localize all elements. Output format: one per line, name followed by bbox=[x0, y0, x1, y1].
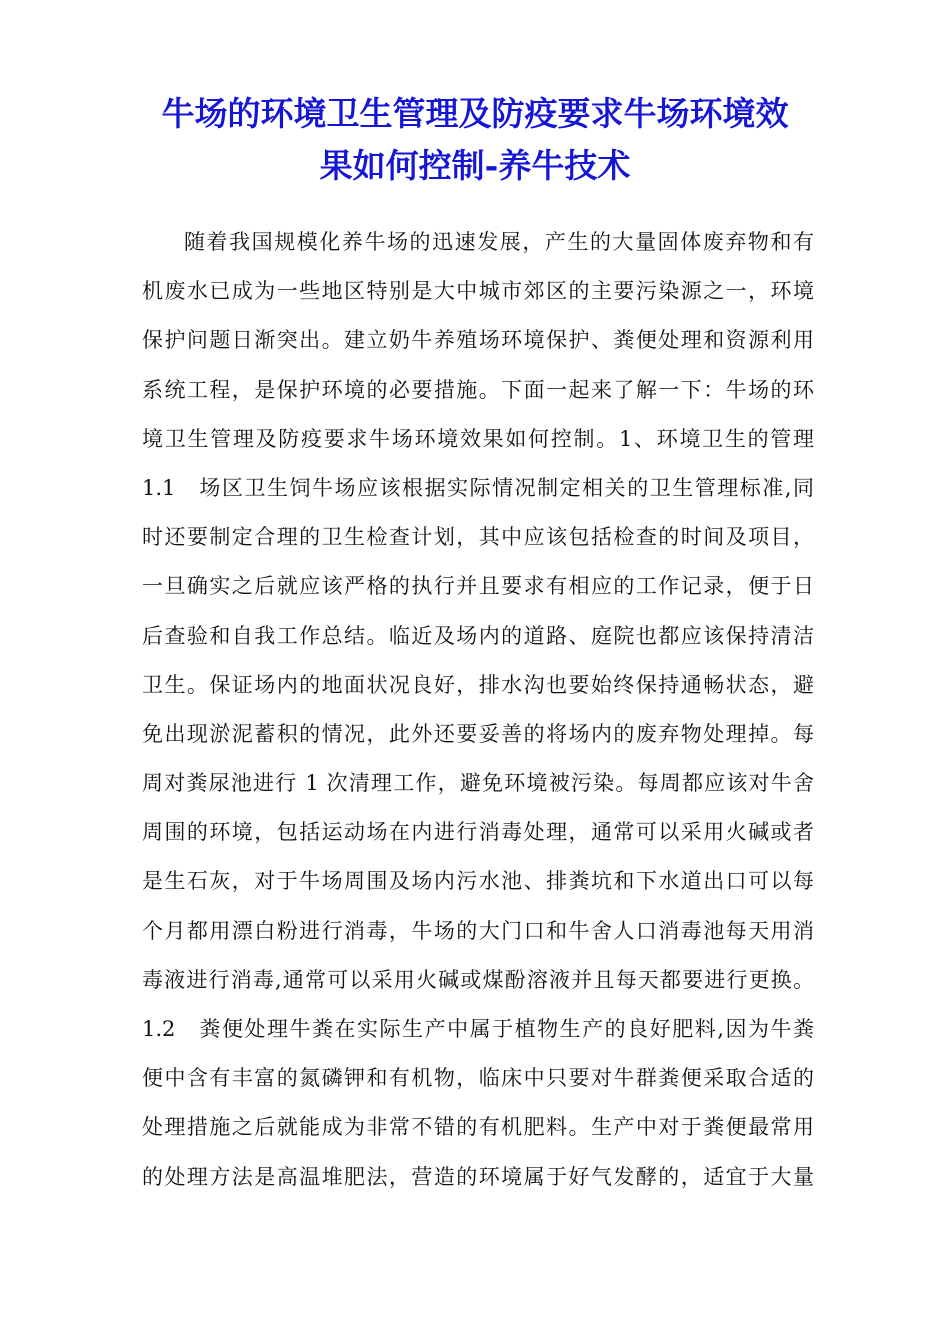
body-line: 毒液进行消毒,通常可以采用火碱或煤酚溶液并且每天都要进行更换。 bbox=[142, 967, 814, 992]
document-title bbox=[120, 88, 830, 192]
body-line: 机废水已成为一些地区特别是大中城市郊区的主要污染源之一，环境 bbox=[142, 279, 814, 304]
body-line: 随着我国规模化养牛场的迅速发展，产生的大量固体废弃物和有 bbox=[184, 230, 814, 254]
body-line: 便中含有丰富的氮磷钾和有机物，临床中只要对牛群粪便采取合适的 bbox=[142, 1066, 814, 1091]
body-line: 境卫生管理及防疫要求牛场环境效果如何控制。1、环境卫生的管理 bbox=[142, 426, 814, 451]
title-line: 果如何控制-养牛技术 bbox=[319, 146, 631, 185]
body-line: 卫生。保证场内的地面状况良好，排水沟也要始终保持通畅状态，避 bbox=[142, 672, 814, 697]
body-line: 周对粪尿池进行 1 次清理工作，避免环境被污染。每周都应该对牛舍 bbox=[142, 771, 814, 796]
body-line: 是生石灰，对于牛场周围及场内污水池、排粪坑和下水道出口可以每 bbox=[142, 869, 814, 894]
body-line: 一旦确实之后就应该严格的执行并且要求有相应的工作记录，便于日 bbox=[142, 574, 814, 599]
body-line: 处理措施之后就能成为非常不错的有机肥料。生产中对于粪便最常用 bbox=[142, 1115, 814, 1140]
body-line: 1.2 粪便处理牛粪在实际生产中属于植物生产的良好肥料,因为牛粪 bbox=[142, 1017, 814, 1041]
body-line: 周围的环境，包括运动场在内进行消毒处理，通常可以采用火碱或者 bbox=[142, 820, 814, 845]
body-line: 免出现淤泥蓄积的情况，此外还要妥善的将场内的废弃物处理掉。每 bbox=[142, 721, 814, 746]
body-line: 系统工程，是保护环境的必要措施。下面一起来了解一下：牛场的环 bbox=[142, 377, 814, 402]
title-line: 牛场的环境卫生管理及防疫要求牛场环境效 bbox=[161, 94, 789, 133]
document-body bbox=[142, 218, 814, 1202]
body-line: 时还要制定合理的卫生检查计划，其中应该包括检查的时间及项目， bbox=[142, 525, 814, 550]
body-line: 个月都用漂白粉进行消毒，牛场的大门口和牛舍人口消毒池每天用消 bbox=[142, 918, 814, 943]
body-line: 1.1 场区卫生饲牛场应该根据实际情况制定相关的卫生管理标准,同 bbox=[142, 475, 814, 500]
body-line: 的处理方法是高温堆肥法，营造的环境属于好气发酵的，适宜于大量 bbox=[142, 1164, 814, 1189]
body-line: 保护问题日渐突出。建立奶牛养殖场环境保护、粪便处理和资源利用 bbox=[142, 328, 814, 353]
body-line: 后查验和自我工作总结。临近及场内的道路、庭院也都应该保持清洁 bbox=[142, 623, 814, 648]
